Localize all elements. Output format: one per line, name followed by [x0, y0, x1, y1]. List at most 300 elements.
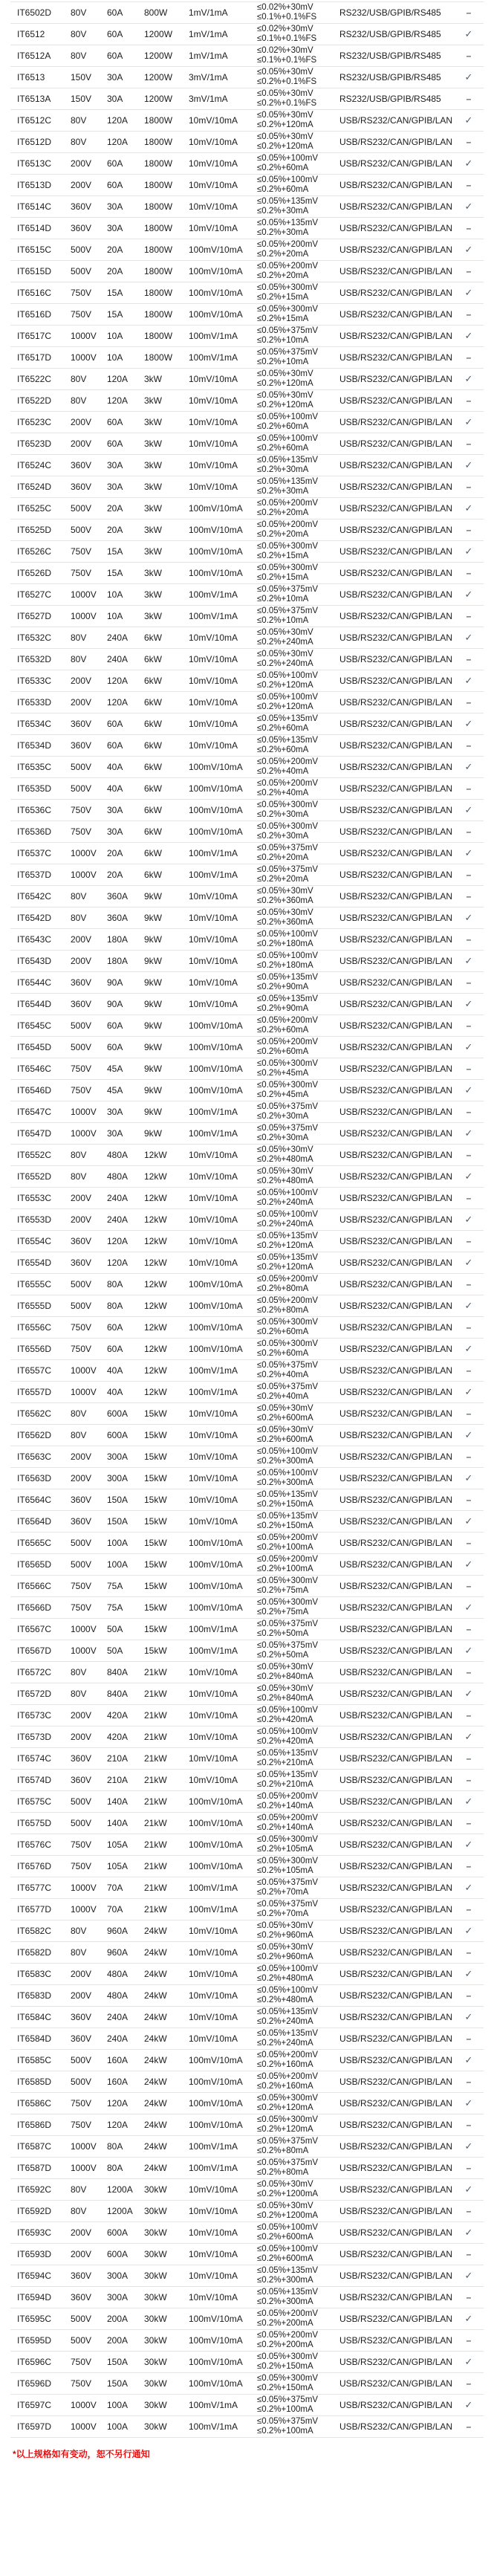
cell-accuracy	[257, 1145, 339, 1165]
cell-current: 120A	[107, 2098, 129, 2109]
accuracy-current-line: ≤0.2%+200mA	[257, 2340, 313, 2349]
cell-interfaces: USB/RS232/CAN/GPIB/LAN	[339, 1624, 453, 1634]
cell-power: 3kW	[144, 482, 162, 492]
cell-interfaces: USB/RS232/CAN/GPIB/LAN	[339, 1516, 453, 1527]
table-row	[10, 2158, 484, 2179]
cell-current: 20A	[107, 870, 123, 880]
dash-icon: –	[466, 1947, 472, 1958]
cell-resolution: 100mV/10mA	[189, 2335, 243, 2346]
cell-voltage: 200V	[71, 180, 92, 190]
cell-voltage: 1000V	[71, 1387, 97, 1397]
cell-resolution: 100mV/10mA	[189, 245, 243, 255]
table-row	[10, 261, 484, 282]
accuracy-current-line: ≤0.2%+80mA	[257, 2146, 309, 2155]
dash-icon: –	[466, 2120, 472, 2130]
table-row	[10, 1856, 484, 1877]
cell-power: 24kW	[144, 2141, 167, 2152]
cell-interfaces: USB/RS232/CAN/GPIB/LAN	[339, 546, 453, 557]
cell-resolution: 100mV/1mA	[189, 1365, 238, 1376]
cell-current: 15A	[107, 568, 123, 578]
cell-accuracy	[257, 908, 339, 928]
cell-resolution: 100mV/1mA	[189, 1883, 238, 1893]
cell-voltage: 80V	[71, 632, 87, 643]
dash-icon: –	[466, 891, 472, 902]
dash-icon: –	[466, 611, 472, 621]
table-row	[10, 175, 484, 196]
accuracy-current-line: ≤0.2%+240mA	[257, 638, 313, 647]
cell-current: 20A	[107, 245, 123, 255]
accuracy-current-line: ≤0.2%+240mA	[257, 1198, 313, 1207]
dash-icon: –	[466, 137, 472, 147]
accuracy-voltage-line: ≤0.05%+135mV	[257, 2029, 319, 2038]
cell-current: 60A	[107, 29, 123, 39]
dash-icon: –	[466, 654, 472, 664]
cell-power: 1800W	[144, 309, 173, 320]
table-row	[10, 2179, 484, 2201]
cell-accuracy	[257, 1404, 339, 1423]
cell-resolution: 10mV/10mA	[189, 482, 238, 492]
cell-model: IT6533D	[17, 697, 52, 708]
cell-power: 24kW	[144, 2077, 167, 2087]
cell-accuracy	[257, 1253, 339, 1272]
table-row	[10, 1964, 484, 1985]
dash-icon: –	[466, 740, 472, 751]
cell-interfaces: USB/RS232/CAN/GPIB/LAN	[339, 1408, 453, 1419]
cell-power: 1800W	[144, 245, 173, 255]
cell-resolution: 10mV/10mA	[189, 977, 238, 988]
cell-voltage: 500V	[71, 2335, 92, 2346]
cell-accuracy	[257, 973, 339, 992]
accuracy-current-line: ≤0.2%+30mA	[257, 1133, 309, 1142]
cell-voltage: 1000V	[71, 2141, 97, 2152]
cell-current: 80A	[107, 1279, 123, 1289]
accuracy-current-line: ≤0.2%+120mA	[257, 1241, 313, 1250]
check-icon: ✓	[464, 1386, 473, 1397]
cell-current: 75A	[107, 1602, 123, 1613]
cell-current: 160A	[107, 2055, 129, 2065]
cell-interfaces: USB/RS232/CAN/GPIB/LAN	[339, 115, 453, 126]
cell-current: 60A	[107, 158, 123, 169]
accuracy-current-line: ≤0.1%+0.1%FS	[257, 13, 317, 22]
cell-accuracy	[257, 2115, 339, 2135]
cell-interfaces: USB/RS232/CAN/GPIB/LAN	[339, 1193, 453, 1203]
accuracy-voltage-line: ≤0.05%+30mV	[257, 89, 313, 98]
accuracy-current-line: ≤0.2%+30mA	[257, 1112, 309, 1121]
cell-voltage: 80V	[71, 395, 87, 406]
cell-interfaces: USB/RS232/CAN/GPIB/LAN	[339, 2206, 453, 2216]
cell-voltage: 500V	[71, 1559, 92, 1570]
cell-voltage: 1000V	[71, 611, 97, 621]
check-icon: ✓	[464, 1645, 473, 1656]
cell-accuracy	[257, 2266, 339, 2285]
cell-accuracy	[257, 456, 339, 475]
accuracy-voltage-line: ≤0.05%+100mV	[257, 1964, 319, 1973]
cell-resolution: 100mV/10mA	[189, 503, 243, 514]
table-row	[10, 2330, 484, 2352]
cell-current: 960A	[107, 1947, 129, 1958]
cell-accuracy	[257, 585, 339, 604]
accuracy-current-line: ≤0.2%+30mA	[257, 207, 309, 216]
cell-resolution: 10mV/10mA	[189, 460, 238, 470]
accuracy-current-line: ≤0.2%+160mA	[257, 2082, 313, 2091]
cell-power: 21kW	[144, 1775, 167, 1785]
cell-model: IT6552C	[17, 1150, 52, 1160]
cell-voltage: 750V	[71, 1861, 92, 1871]
cell-model: IT6572D	[17, 1689, 52, 1699]
check-icon: ✓	[464, 2227, 473, 2238]
dash-icon: –	[466, 51, 472, 61]
cell-interfaces: USB/RS232/CAN/GPIB/LAN	[339, 460, 453, 470]
accuracy-current-line: ≤0.2%+80mA	[257, 1284, 309, 1293]
cell-interfaces: RS232/USB/GPIB/RS485	[339, 72, 441, 82]
accuracy-current-line: ≤0.2%+480mA	[257, 1974, 313, 1983]
cell-model: IT6583C	[17, 1969, 52, 1979]
dash-icon: –	[466, 2292, 472, 2302]
table-row	[10, 2028, 484, 2050]
cell-current: 360A	[107, 891, 129, 902]
cell-voltage: 750V	[71, 568, 92, 578]
cell-accuracy	[257, 563, 339, 583]
cell-power: 800W	[144, 7, 168, 18]
cell-model: IT6544D	[17, 999, 52, 1009]
cell-power: 9kW	[144, 913, 162, 923]
table-row	[10, 1058, 484, 1080]
cell-interfaces: USB/RS232/CAN/GPIB/LAN	[339, 654, 453, 664]
cell-interfaces: USB/RS232/CAN/GPIB/LAN	[339, 1947, 453, 1958]
cell-resolution: 10mV/10mA	[189, 891, 238, 902]
cell-power: 30kW	[144, 2206, 167, 2216]
table-row	[10, 132, 484, 153]
cell-power: 9kW	[144, 1020, 162, 1031]
cell-resolution: 10mV/10mA	[189, 934, 238, 945]
table-row	[10, 1748, 484, 1770]
accuracy-voltage-line: ≤0.05%+375mV	[257, 2137, 319, 2146]
cell-power: 12kW	[144, 1365, 167, 1376]
cell-model: IT6516C	[17, 288, 52, 298]
cell-current: 960A	[107, 1926, 129, 1936]
cell-accuracy	[257, 1900, 339, 1919]
cell-power: 9kW	[144, 891, 162, 902]
cell-accuracy	[257, 154, 339, 173]
dash-icon: –	[466, 266, 472, 276]
cell-interfaces: USB/RS232/CAN/GPIB/LAN	[339, 891, 453, 902]
cell-voltage: 750V	[71, 2098, 92, 2109]
cell-voltage: 200V	[71, 697, 92, 708]
cell-voltage: 1000V	[71, 331, 97, 341]
cell-interfaces: USB/RS232/CAN/GPIB/LAN	[339, 1301, 453, 1311]
cell-current: 90A	[107, 999, 123, 1009]
cell-voltage: 750V	[71, 288, 92, 298]
cell-voltage: 750V	[71, 2378, 92, 2389]
cell-power: 3kW	[144, 589, 162, 600]
table-row	[10, 1576, 484, 1597]
cell-accuracy	[257, 434, 339, 453]
accuracy-current-line: ≤0.2%+40mA	[257, 1392, 309, 1401]
accuracy-current-line: ≤0.2%+40mA	[257, 767, 309, 776]
cell-resolution: 100mV/10mA	[189, 1042, 243, 1052]
accuracy-voltage-line: ≤0.05%+375mV	[257, 1641, 319, 1650]
cell-current: 10A	[107, 331, 123, 341]
accuracy-current-line: ≤0.1%+0.1%FS	[257, 34, 317, 43]
cell-model: IT6542D	[17, 913, 52, 923]
cell-power: 6kW	[144, 826, 162, 837]
cell-current: 10A	[107, 611, 123, 621]
cell-accuracy	[257, 822, 339, 841]
table-row	[10, 1080, 484, 1101]
cell-model: IT6512	[17, 29, 45, 39]
spec-table	[10, 1, 484, 2438]
accuracy-current-line: ≤0.2%+50mA	[257, 1629, 309, 1638]
accuracy-current-line: ≤0.2%+15mA	[257, 573, 309, 582]
accuracy-voltage-line: ≤0.05%+30mV	[257, 1663, 313, 1672]
check-icon: ✓	[464, 28, 473, 39]
cell-current: 45A	[107, 1085, 123, 1096]
cell-voltage: 360V	[71, 482, 92, 492]
accuracy-voltage-line: ≤0.05%+375mV	[257, 348, 319, 357]
cell-resolution: 100mV/10mA	[189, 1301, 243, 1311]
dash-icon: –	[466, 2335, 472, 2346]
cell-accuracy	[257, 89, 339, 109]
cell-current: 240A	[107, 2033, 129, 2044]
cell-voltage: 80V	[71, 115, 87, 126]
cell-power: 1200W	[144, 72, 173, 82]
cell-accuracy	[257, 1038, 339, 1057]
accuracy-current-line: ≤0.2%+180mA	[257, 961, 313, 970]
cell-model: IT6574D	[17, 1775, 52, 1785]
table-row	[10, 1662, 484, 1683]
accuracy-current-line: ≤0.2%+15mA	[257, 314, 309, 323]
accuracy-current-line: ≤0.2%+360mA	[257, 918, 313, 927]
cell-power: 6kW	[144, 719, 162, 729]
cell-voltage: 750V	[71, 1839, 92, 1850]
cell-current: 40A	[107, 1387, 123, 1397]
table-row	[10, 843, 484, 864]
cell-accuracy	[257, 240, 339, 259]
cell-current: 600A	[107, 1430, 129, 1440]
dash-icon: –	[466, 1753, 472, 1764]
cell-resolution: 10mV/10mA	[189, 438, 238, 449]
table-row	[10, 1554, 484, 1576]
accuracy-current-line: ≤0.2%+120mA	[257, 401, 313, 410]
table-row	[10, 1770, 484, 1791]
accuracy-voltage-line: ≤0.02%+30mV	[257, 25, 313, 33]
cell-power: 24kW	[144, 2055, 167, 2065]
cell-current: 60A	[107, 1344, 123, 1354]
cell-voltage: 200V	[71, 676, 92, 686]
cell-model: IT6577D	[17, 1904, 52, 1915]
cell-power: 15kW	[144, 1559, 167, 1570]
cell-model: IT6532D	[17, 654, 52, 664]
cell-voltage: 500V	[71, 1796, 92, 1807]
cell-accuracy	[257, 671, 339, 690]
accuracy-current-line: ≤0.2%+20mA	[257, 853, 309, 862]
cell-power: 21kW	[144, 1710, 167, 1721]
cell-accuracy	[257, 68, 339, 87]
dash-icon: –	[466, 1236, 472, 1246]
cell-voltage: 200V	[71, 934, 92, 945]
cell-resolution: 10mV/10mA	[189, 1236, 238, 1246]
table-row	[10, 778, 484, 800]
cell-voltage: 500V	[71, 266, 92, 276]
cell-power: 12kW	[144, 1150, 167, 1160]
cell-power: 3kW	[144, 460, 162, 470]
cell-model: IT6595C	[17, 2314, 52, 2324]
cell-current: 300A	[107, 1473, 129, 1483]
cell-voltage: 80V	[71, 1150, 87, 1160]
dash-icon: –	[466, 1710, 472, 1721]
cell-voltage: 200V	[71, 158, 92, 169]
accuracy-current-line: ≤0.2%+1200mA	[257, 2190, 319, 2198]
cell-interfaces: USB/RS232/CAN/GPIB/LAN	[339, 632, 453, 643]
accuracy-current-line: ≤0.2%+30mA	[257, 465, 309, 474]
accuracy-voltage-line: ≤0.05%+100mV	[257, 1469, 319, 1478]
cell-current: 40A	[107, 1365, 123, 1376]
cell-model: IT6513A	[17, 94, 51, 104]
accuracy-voltage-line: ≤0.05%+375mV	[257, 585, 319, 594]
cell-power: 21kW	[144, 1667, 167, 1677]
cell-resolution: 10mV/10mA	[189, 201, 238, 212]
accuracy-voltage-line: ≤0.05%+200mV	[257, 1296, 319, 1305]
cell-model: IT6565D	[17, 1559, 52, 1570]
cell-accuracy	[257, 1382, 339, 1402]
cell-current: 240A	[107, 654, 129, 664]
cell-model: IT6547C	[17, 1107, 52, 1117]
accuracy-voltage-line: ≤0.05%+135mV	[257, 1490, 319, 1499]
cell-resolution: 100mV/1mA	[189, 2421, 238, 2432]
cell-power: 15kW	[144, 1430, 167, 1440]
cell-voltage: 1000V	[71, 1645, 97, 1656]
cell-current: 480A	[107, 1150, 129, 1160]
accuracy-voltage-line: ≤0.05%+30mV	[257, 1167, 313, 1176]
check-icon: ✓	[464, 955, 473, 966]
check-icon: ✓	[464, 632, 473, 643]
table-row	[10, 2114, 484, 2136]
cell-interfaces: USB/RS232/CAN/GPIB/LAN	[339, 1818, 453, 1828]
dash-icon: –	[466, 7, 472, 18]
table-row	[10, 1339, 484, 1360]
cell-current: 210A	[107, 1775, 129, 1785]
cell-voltage: 1000V	[71, 1128, 97, 1139]
check-icon: ✓	[464, 373, 473, 384]
cell-current: 90A	[107, 977, 123, 988]
cell-current: 40A	[107, 762, 123, 772]
check-icon: ✓	[464, 546, 473, 557]
accuracy-current-line: ≤0.2%+420mA	[257, 1715, 313, 1724]
cell-voltage: 1000V	[71, 1365, 97, 1376]
accuracy-current-line: ≤0.2%+10mA	[257, 616, 309, 625]
cell-current: 480A	[107, 1990, 129, 2001]
cell-resolution: 100mV/1mA	[189, 1624, 238, 1634]
check-icon: ✓	[464, 1559, 473, 1570]
cell-resolution: 100mV/10mA	[189, 1818, 243, 1828]
accuracy-current-line: ≤0.2%+300mA	[257, 2297, 313, 2306]
table-row	[10, 24, 484, 45]
cell-power: 1800W	[144, 201, 173, 212]
cell-current: 150A	[107, 2378, 129, 2389]
table-row	[10, 713, 484, 735]
cell-resolution: 100mV/10mA	[189, 1322, 243, 1333]
cell-accuracy	[257, 951, 339, 971]
cell-voltage: 200V	[71, 1452, 92, 1462]
accuracy-voltage-line: ≤0.05%+300mV	[257, 1576, 319, 1585]
cell-accuracy	[257, 1641, 339, 1660]
cell-interfaces: USB/RS232/CAN/GPIB/LAN	[339, 568, 453, 578]
cell-power: 3kW	[144, 525, 162, 535]
accuracy-voltage-line: ≤0.05%+30mV	[257, 1425, 313, 1434]
cell-interfaces: USB/RS232/CAN/GPIB/LAN	[339, 2421, 453, 2432]
cell-resolution: 10mV/10mA	[189, 632, 238, 643]
cell-power: 6kW	[144, 848, 162, 858]
table-row	[10, 1295, 484, 1317]
accuracy-current-line: ≤0.2%+70mA	[257, 1888, 309, 1897]
cell-resolution: 100mV/10mA	[189, 568, 243, 578]
cell-voltage: 500V	[71, 2055, 92, 2065]
cell-interfaces: USB/RS232/CAN/GPIB/LAN	[339, 2292, 453, 2302]
cell-current: 100A	[107, 2400, 129, 2410]
cell-voltage: 750V	[71, 826, 92, 837]
cell-model: IT6556D	[17, 1344, 52, 1354]
cell-voltage: 80V	[71, 7, 87, 18]
table-row	[10, 1489, 484, 1511]
cell-accuracy	[257, 2309, 339, 2329]
table-row	[10, 2244, 484, 2265]
cell-interfaces: USB/RS232/CAN/GPIB/LAN	[339, 913, 453, 923]
cell-voltage: 200V	[71, 1214, 92, 1225]
cell-model: IT6596C	[17, 2357, 52, 2367]
cell-accuracy	[257, 369, 339, 389]
cell-model: IT6555C	[17, 1279, 52, 1289]
cell-resolution: 100mV/1mA	[189, 1904, 238, 1915]
cell-voltage: 1000V	[71, 2400, 97, 2410]
cell-resolution: 10mV/10mA	[189, 2206, 238, 2216]
cell-current: 210A	[107, 1753, 129, 1764]
table-row	[10, 390, 484, 412]
cell-voltage: 80V	[71, 1926, 87, 1936]
cell-model: IT6545C	[17, 1020, 52, 1031]
cell-resolution: 10mV/10mA	[189, 2033, 238, 2044]
cell-accuracy	[257, 930, 339, 949]
accuracy-current-line: ≤0.2%+360mA	[257, 896, 313, 905]
accuracy-current-line: ≤0.2%+20mA	[257, 530, 309, 539]
accuracy-voltage-line: ≤0.02%+30mV	[257, 46, 313, 55]
cell-current: 600A	[107, 2227, 129, 2238]
accuracy-current-line: ≤0.1%+0.1%FS	[257, 56, 317, 65]
cell-accuracy	[257, 262, 339, 281]
accuracy-current-line: ≤0.2%+80mA	[257, 1306, 309, 1315]
check-icon: ✓	[464, 675, 473, 686]
cell-accuracy	[257, 1167, 339, 1186]
cell-accuracy	[257, 844, 339, 863]
check-icon: ✓	[464, 158, 473, 169]
cell-accuracy	[257, 1964, 339, 1984]
accuracy-voltage-line: ≤0.05%+30mV	[257, 887, 313, 896]
cell-model: IT6512A	[17, 51, 51, 61]
cell-interfaces: USB/RS232/CAN/GPIB/LAN	[339, 2314, 453, 2324]
table-row	[10, 153, 484, 175]
cell-resolution: 100mV/10mA	[189, 1020, 243, 1031]
table-row	[10, 1274, 484, 1295]
accuracy-voltage-line: ≤0.05%+200mV	[257, 2051, 319, 2059]
accuracy-voltage-line: ≤0.05%+135mV	[257, 2007, 319, 2016]
cell-accuracy	[257, 1318, 339, 1337]
cell-voltage: 200V	[71, 956, 92, 966]
table-row	[10, 326, 484, 347]
check-icon: ✓	[464, 502, 473, 514]
check-icon: ✓	[464, 1257, 473, 1268]
cell-interfaces: USB/RS232/CAN/GPIB/LAN	[339, 1365, 453, 1376]
cell-resolution: 3mV/1mA	[189, 72, 228, 82]
accuracy-current-line: ≤0.2%+60mA	[257, 422, 309, 431]
